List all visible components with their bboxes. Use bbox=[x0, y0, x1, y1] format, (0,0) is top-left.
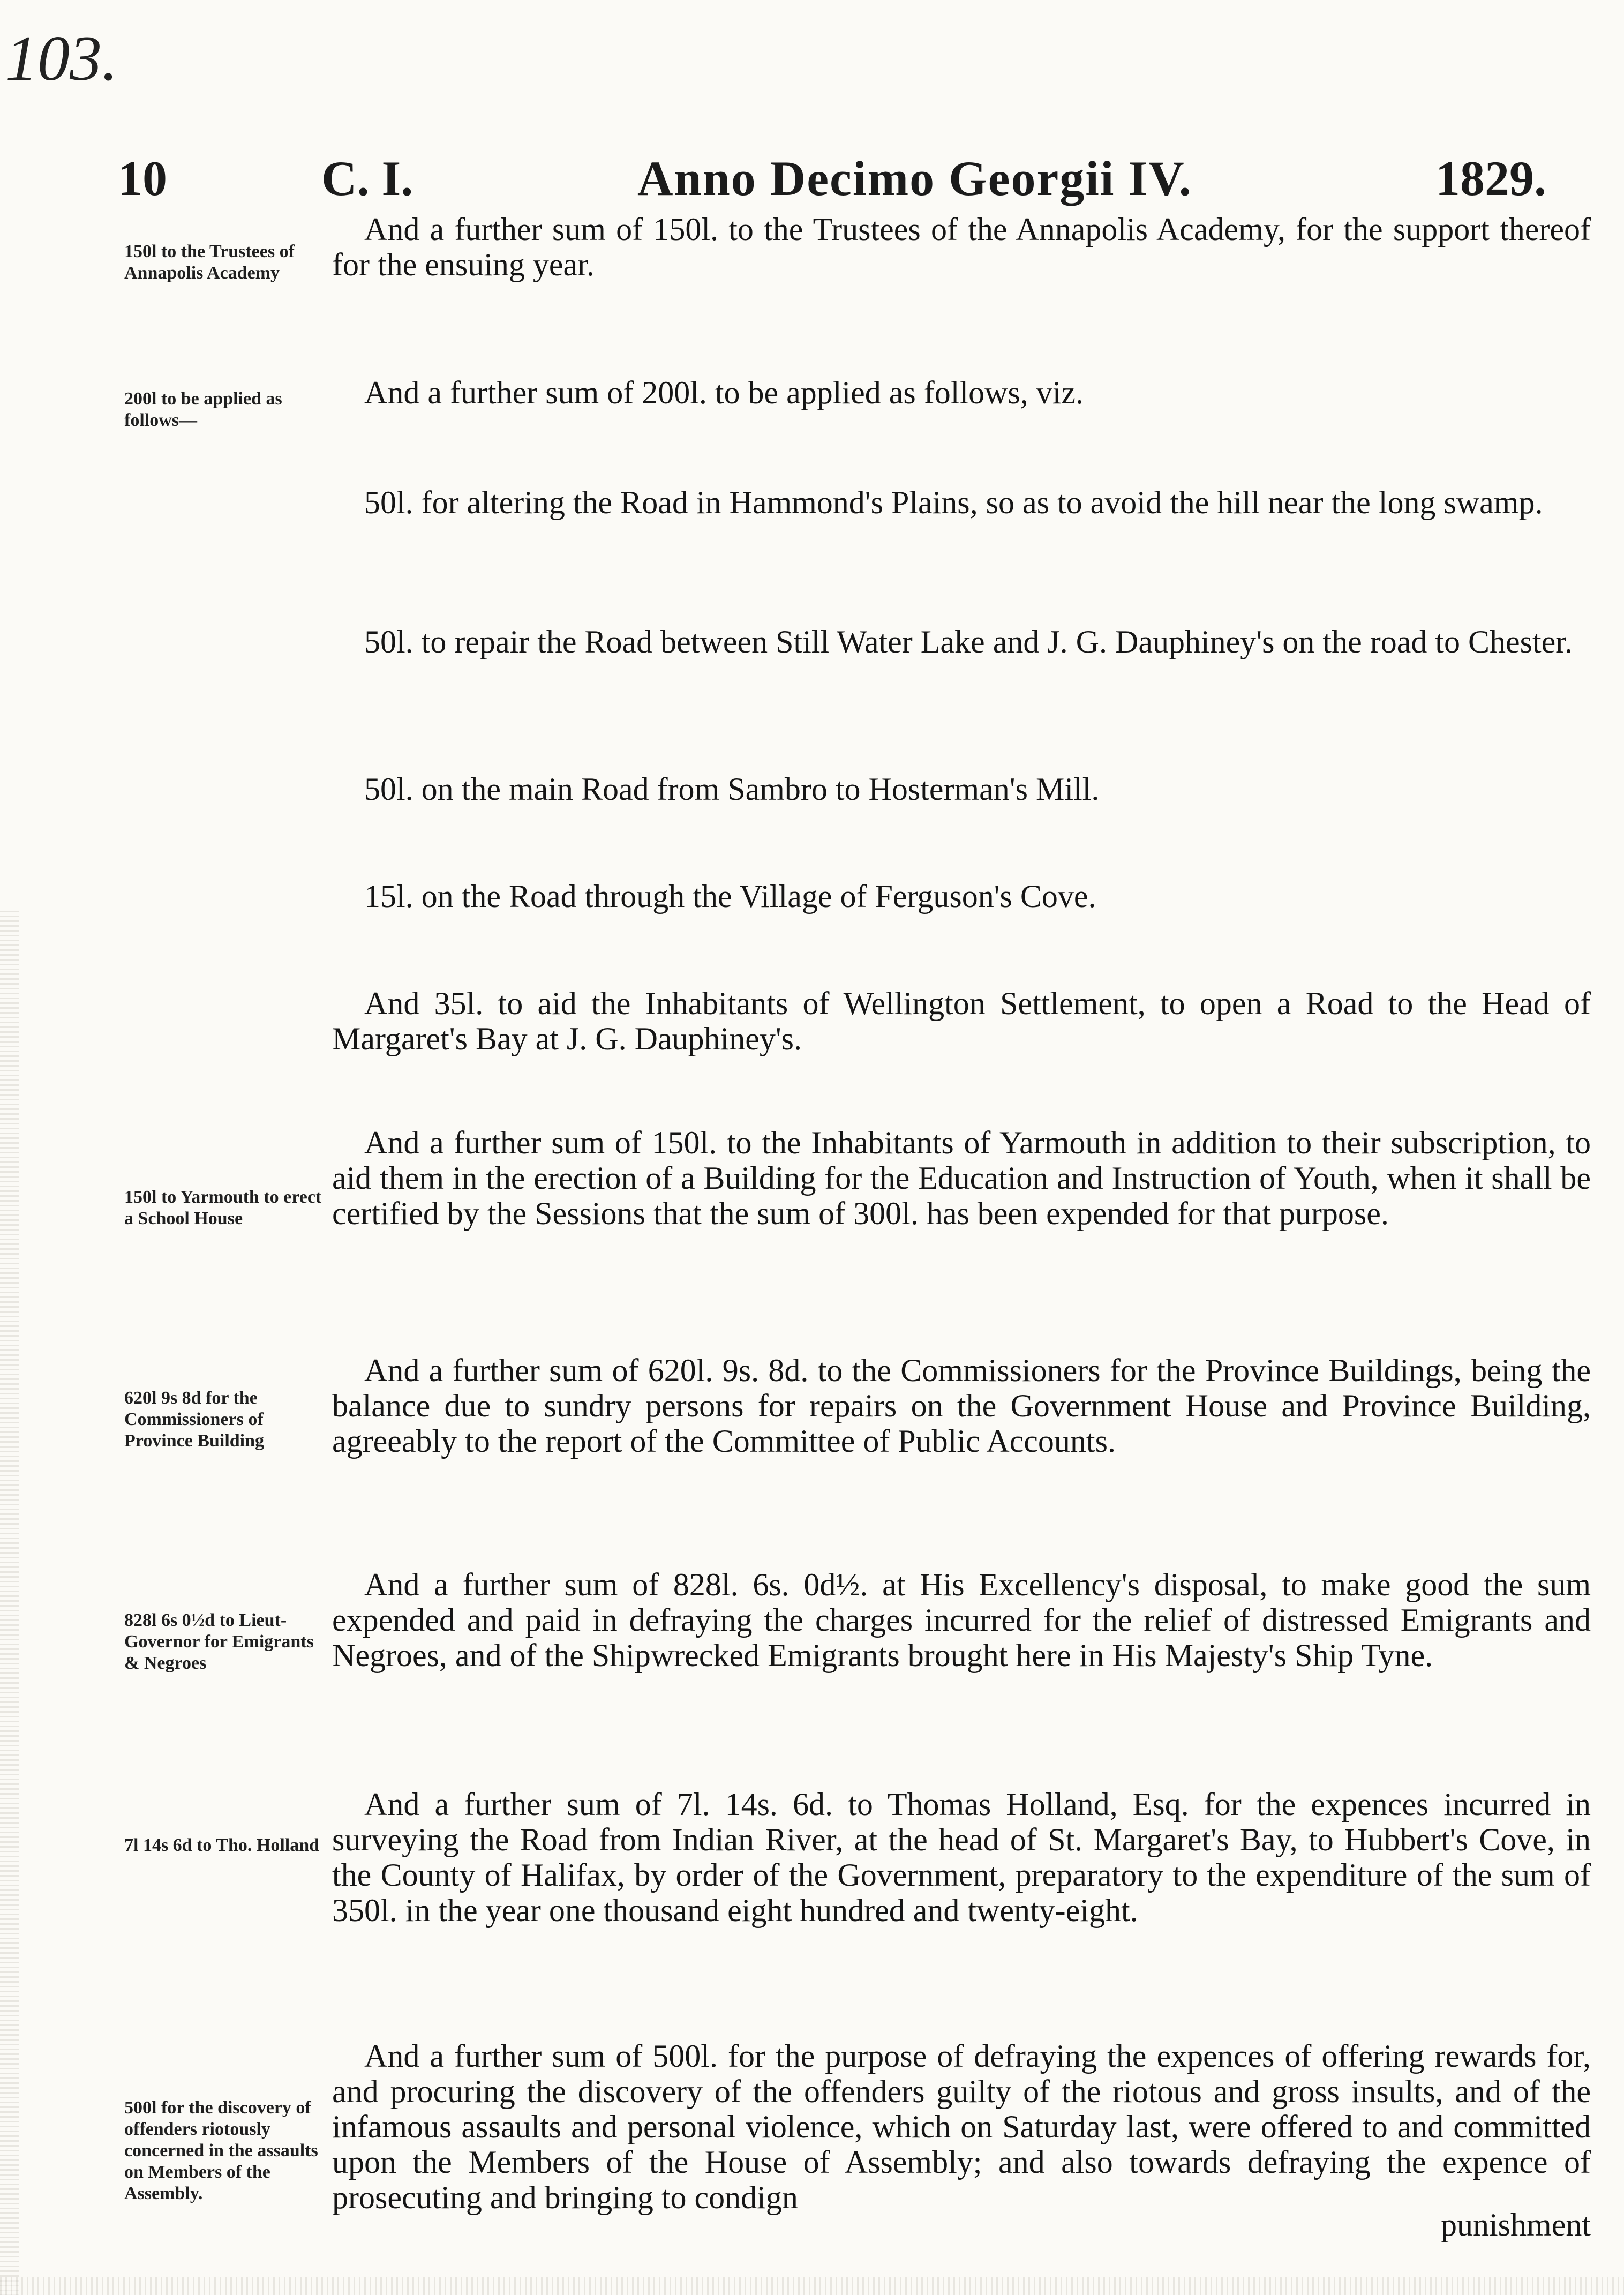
margin-note-holland: 7l 14s 6d to Tho. Holland bbox=[124, 1835, 320, 1855]
handwritten-folio-number: 103. bbox=[5, 22, 118, 94]
paragraph-yarmouth: And a further sum of 150l. to the Inhabitants of Yarmouth in addition to their subscription, to aid them in the erection of a Building for the Education and Instruction of Youth, when it shall be certified by the Sessions that the sum of 300l. has been expended for that purpose. bbox=[332, 1125, 1591, 1231]
paragraph-offenders: And a further sum of 500l. for the purpose of defraying the expences of offering rewards for, and procuring the discovery of the offenders guilty of the riotous and gross insults, and of the infamous assaults and personal violence, which on Saturday last, were offered to and committed upon the Members of the House of Assembly; and also towards defraying the expence of prosecuting and bringing to condign bbox=[332, 2038, 1591, 2215]
paragraph-thomas-holland: And a further sum of 7l. 14s. 6d. to Thomas Holland, Esq. for the expences incurred in surveying the Road from Indian River, at the head of St. Margaret's Bay, to Hubbert's Cove, in the County of Halifax, by order of the Government, preparatory to the expenditure of the sum of 350l. in the year one thousand eight hundred and twenty-eight. bbox=[332, 1787, 1591, 1928]
margin-note-200l: 200l to be applied as follows— bbox=[124, 389, 282, 430]
paragraph-catchword: punishment bbox=[1441, 2207, 1591, 2242]
paragraph-still-water-lake: 50l. to repair the Road between Still Water Lake and J. G. Dauphiney's on the road to Chester. bbox=[364, 624, 1573, 659]
margin-note-annapolis: 150l to the Trustees of Annapolis Academy bbox=[124, 242, 295, 283]
chapter-label: C. I. bbox=[321, 151, 413, 206]
scan-edge-bottom bbox=[0, 2277, 1624, 2295]
margin-note-offenders: 500l for the discovery of offenders riotously concerned in the assaults on Members of the Assembly. bbox=[124, 2098, 318, 2203]
margin-note-province-building: 620l 9s 8d for the Commissioners of Province Building bbox=[124, 1388, 265, 1451]
running-title: Anno Decimo Georgii IV. bbox=[637, 151, 1192, 206]
paragraph-annapolis-academy: And a further sum of 150l. to the Trustees of the Annapolis Academy, for the support thereof for the ensuing year. bbox=[332, 212, 1591, 282]
paragraph-wellington-settlement: And 35l. to aid the Inhabitants of Wellington Settlement, to open a Road to the Head of Margaret's Bay at J. G. Dauphiney's. bbox=[332, 986, 1591, 1056]
paragraph-hammonds-plains: 50l. for altering the Road in Hammond's Plains, so as to avoid the hill near the long swamp. bbox=[364, 485, 1543, 520]
paragraph-sambro: 50l. on the main Road from Sambro to Hosterman's Mill. bbox=[364, 771, 1100, 807]
margin-note-emigrants: 828l 6s 0½d to Lieut-Governor for Emigrants & Negroes bbox=[124, 1610, 314, 1673]
paragraph-200l: And a further sum of 200l. to be applied as follows, viz. bbox=[364, 375, 1084, 410]
margin-note-yarmouth: 150l to Yarmouth to erect a School House bbox=[124, 1187, 322, 1228]
scan-edge-left bbox=[0, 911, 19, 2295]
year-label: 1829. bbox=[1435, 151, 1546, 206]
paragraph-province-building: And a further sum of 620l. 9s. 8d. to the Commissioners for the Province Buildings, being the balance due to sundry persons for repairs on the Government House and Province Building, agreeably to the report of the Committee of Public Accounts. bbox=[332, 1353, 1591, 1459]
paragraph-emigrants: And a further sum of 828l. 6s. 0d½. at His Excellency's disposal, to make good the sum expended and paid in defraying the charges incurred for the relief of distressed Emigrants and Negroes, and of the Shipwrecked Emigrants brought here in His Majesty's Ship Tyne. bbox=[332, 1567, 1591, 1673]
page-number: 10 bbox=[118, 151, 167, 206]
paragraph-fergusons-cove: 15l. on the Road through the Village of Ferguson's Cove. bbox=[364, 879, 1096, 914]
